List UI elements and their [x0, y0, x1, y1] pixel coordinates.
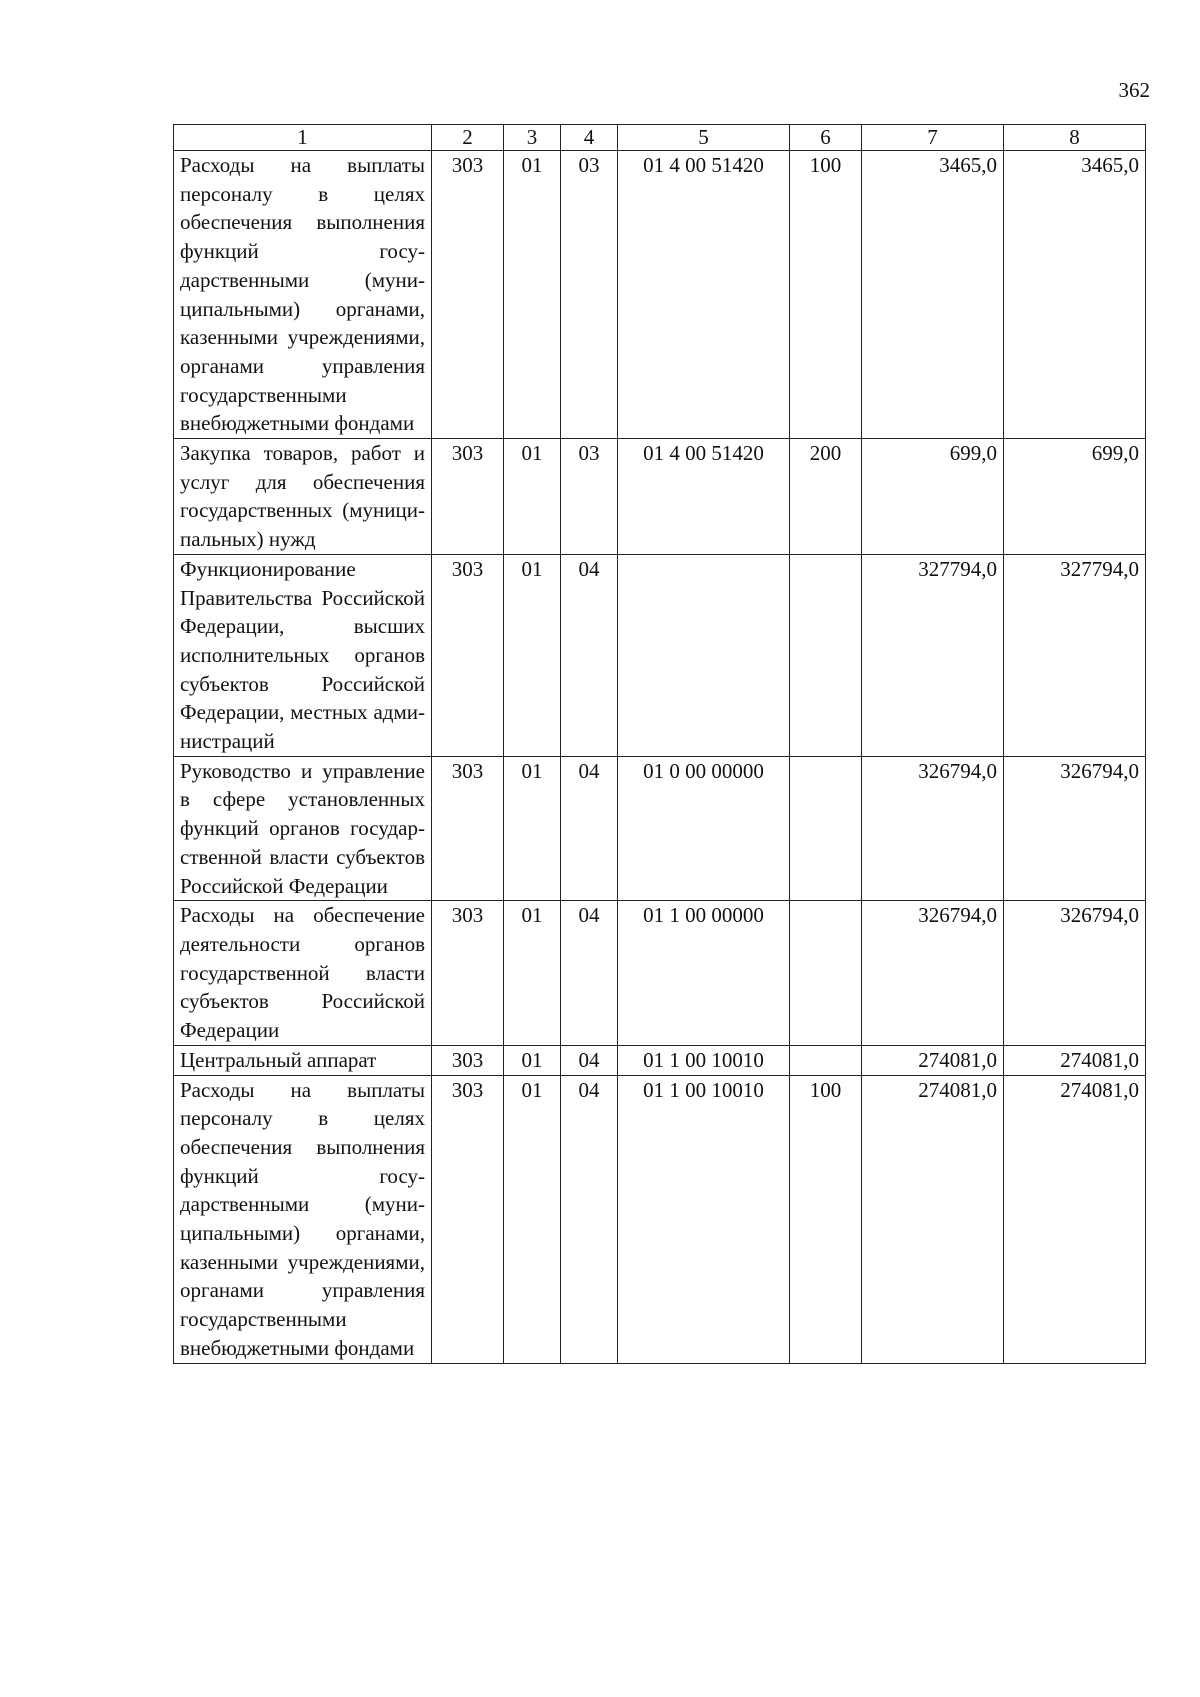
row-description: Руководство и управление в сфере установленных функций органов государственной власти субъектов Российской Федерации — [174, 756, 432, 901]
code-section: 01 — [504, 439, 561, 555]
code-section: 01 — [504, 1075, 561, 1363]
page-number: 362 — [1118, 78, 1150, 102]
code-target-article: 01 1 00 10010 — [618, 1045, 790, 1075]
code-subsection: 03 — [561, 439, 618, 555]
code-expense-type — [790, 1045, 862, 1075]
column-header: 8 — [1004, 125, 1146, 151]
row-description: Расходы на выплаты персоналу в целях обеспечения выполнения функций государственными (муниципальными) органами, казенными учреждениями, органами управления государственными внебюджетными фондами — [174, 151, 432, 439]
code-expense-type: 100 — [790, 151, 862, 439]
code-target-article: 01 1 00 10010 — [618, 1075, 790, 1363]
code-expense-type: 200 — [790, 439, 862, 555]
code-section: 01 — [504, 1045, 561, 1075]
amount-col8: 326794,0 — [1004, 756, 1146, 901]
table-row — [174, 554, 1146, 756]
column-header: 7 — [862, 125, 1004, 151]
code-chapter: 303 — [432, 151, 504, 439]
code-chapter: 303 — [432, 1045, 504, 1075]
code-subsection: 04 — [561, 901, 618, 1046]
amount-col8: 274081,0 — [1004, 1075, 1146, 1363]
table-row — [174, 151, 1146, 439]
amount-col8: 326794,0 — [1004, 901, 1146, 1046]
code-section: 01 — [504, 756, 561, 901]
budget-table — [173, 124, 1146, 1364]
row-description: Функционирование Правительства Российской Федерации, высших исполнительных органов субъектов Российской Федерации, местных администраций — [174, 554, 432, 756]
code-target-article: 01 4 00 51420 — [618, 151, 790, 439]
code-target-article — [618, 554, 790, 756]
code-target-article: 01 0 00 00000 — [618, 756, 790, 901]
code-expense-type — [790, 756, 862, 901]
amount-col8: 274081,0 — [1004, 1045, 1146, 1075]
table-row — [174, 1045, 1146, 1075]
code-chapter: 303 — [432, 756, 504, 901]
amount-col8: 3465,0 — [1004, 151, 1146, 439]
code-subsection: 04 — [561, 1075, 618, 1363]
amount-col7: 326794,0 — [862, 756, 1004, 901]
column-header: 6 — [790, 125, 862, 151]
table-header-row — [174, 125, 1146, 151]
table-row — [174, 756, 1146, 901]
code-subsection: 04 — [561, 1045, 618, 1075]
amount-col7: 3465,0 — [862, 151, 1004, 439]
table-row — [174, 439, 1146, 555]
code-chapter: 303 — [432, 901, 504, 1046]
code-target-article: 01 4 00 51420 — [618, 439, 790, 555]
row-description: Расходы на выплаты персоналу в целях обеспечения выполнения функций государственными (муниципальными) органами, казенными учреждениями, органами управления государственными внебюджетными фондами — [174, 1075, 432, 1363]
code-expense-type — [790, 901, 862, 1046]
code-section: 01 — [504, 554, 561, 756]
code-subsection: 03 — [561, 151, 618, 439]
code-expense-type — [790, 554, 862, 756]
amount-col7: 274081,0 — [862, 1045, 1004, 1075]
code-chapter: 303 — [432, 554, 504, 756]
amount-col7: 274081,0 — [862, 1075, 1004, 1363]
amount-col7: 327794,0 — [862, 554, 1004, 756]
column-header: 2 — [432, 125, 504, 151]
row-description: Расходы на обеспечение деятельности органов государственной власти субъектов Российской Федерации — [174, 901, 432, 1046]
code-section: 01 — [504, 151, 561, 439]
table-row — [174, 1075, 1146, 1363]
row-description: Центральный аппарат — [174, 1045, 432, 1075]
amount-col8: 327794,0 — [1004, 554, 1146, 756]
column-header: 3 — [504, 125, 561, 151]
amount-col7: 326794,0 — [862, 901, 1004, 1046]
amount-col8: 699,0 — [1004, 439, 1146, 555]
code-chapter: 303 — [432, 439, 504, 555]
amount-col7: 699,0 — [862, 439, 1004, 555]
row-description: Закупка товаров, работ и услуг для обеспечения государственных (муниципальных) нужд — [174, 439, 432, 555]
column-header: 1 — [174, 125, 432, 151]
code-subsection: 04 — [561, 554, 618, 756]
code-subsection: 04 — [561, 756, 618, 901]
code-section: 01 — [504, 901, 561, 1046]
code-target-article: 01 1 00 00000 — [618, 901, 790, 1046]
table-row — [174, 901, 1146, 1046]
column-header: 4 — [561, 125, 618, 151]
code-chapter: 303 — [432, 1075, 504, 1363]
code-expense-type: 100 — [790, 1075, 862, 1363]
column-header: 5 — [618, 125, 790, 151]
